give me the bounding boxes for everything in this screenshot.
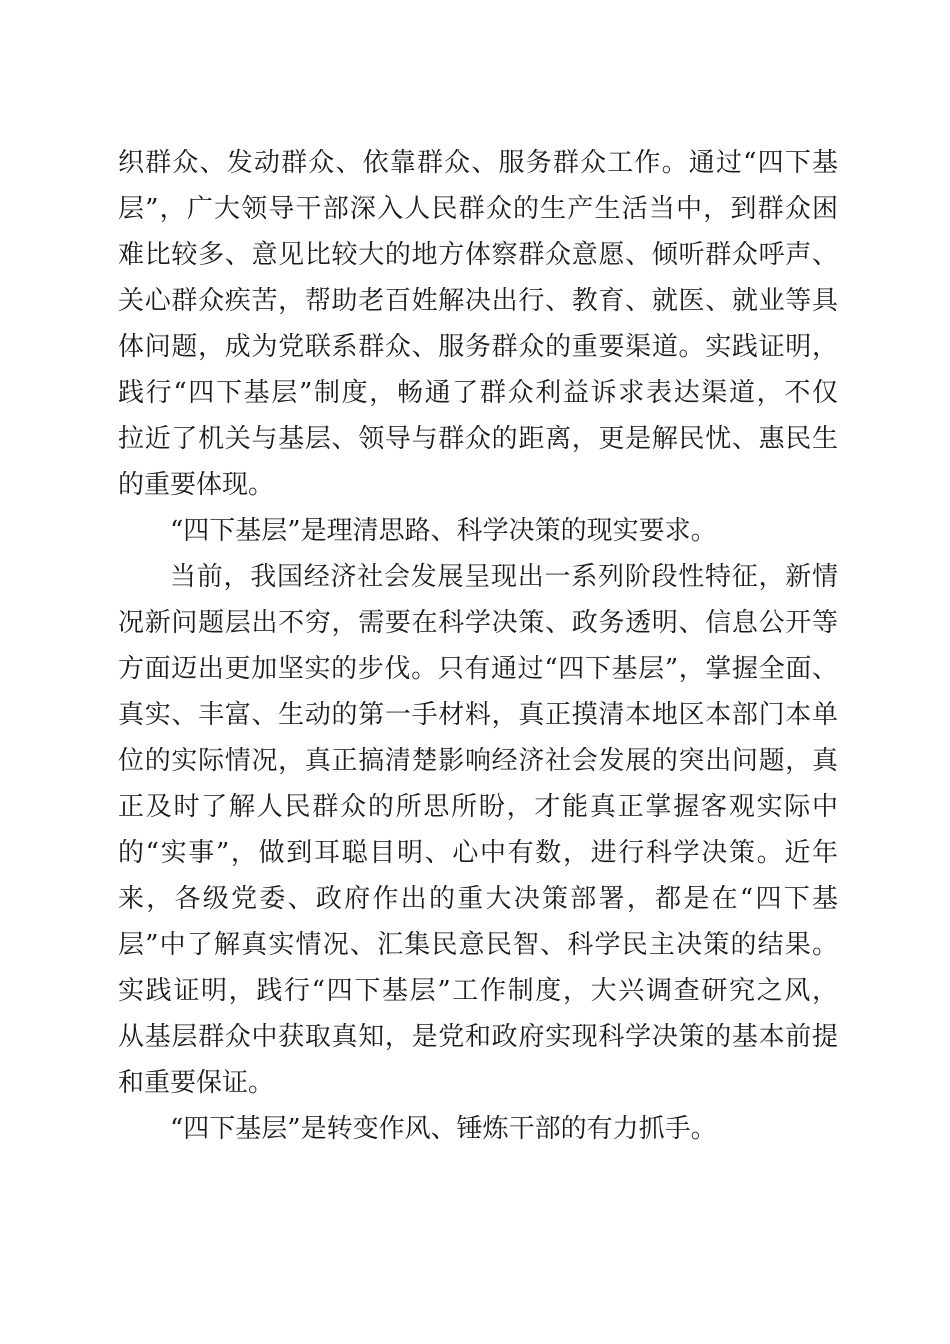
text-line: 实践证明，践行“四下基层”工作制度，大兴调查研究之风，: [118, 976, 838, 1006]
text-line: 织群众、发动群众、依靠群众、服务群众工作。通过“四下基: [118, 148, 838, 178]
text-line: 体问题，成为党联系群众、服务群众的重要渠道。实践证明，: [118, 332, 838, 362]
text-line: 关心群众疾苦，帮助老百姓解决出行、教育、就医、就业等具: [118, 286, 838, 316]
text-line: 的“实事”，做到耳聪目明、心中有数，进行科学决策。近年: [118, 838, 838, 868]
text-line: 层”中了解真实情况、汇集民意民智、科学民主决策的结果。: [118, 930, 838, 960]
text-line: 位的实际情况，真正搞清楚影响经济社会发展的突出问题，真: [118, 746, 838, 776]
text-line: 践行“四下基层”制度，畅通了群众利益诉求表达渠道，不仅: [118, 378, 838, 408]
text-line: 来，各级党委、政府作出的重大决策部署，都是在“四下基: [118, 884, 838, 914]
text-line: 方面迈出更加坚实的步伐。只有通过“四下基层”，掌握全面、: [118, 654, 838, 684]
text-line: 的重要体现。: [118, 470, 275, 500]
text-line: 正及时了解人民群众的所思所盼，才能真正掌握客观实际中: [118, 792, 838, 822]
text-line: 从基层群众中获取真知，是党和政府实现科学决策的基本前提: [118, 1022, 838, 1052]
paragraph-first-line: “四下基层”是理清思路、科学决策的现实要求。: [170, 516, 717, 546]
text-line: 难比较多、意见比较大的地方体察群众意愿、倾听群众呼声、: [118, 240, 838, 270]
document-body: [118, 140, 838, 1152]
paragraph-first-line: 当前，我国经济社会发展呈现出一系列阶段性特征，新情: [170, 562, 838, 592]
text-line: 真实、丰富、生动的第一手材料，真正摸清本地区本部门本单: [118, 700, 838, 730]
text-line: 况新问题层出不穷，需要在科学决策、政务透明、信息公开等: [118, 608, 838, 638]
text-line: 层”，广大领导干部深入人民群众的生产生活当中，到群众困: [118, 194, 838, 224]
text-line: 拉近了机关与基层、领导与群众的距离，更是解民忧、惠民生: [118, 424, 838, 454]
paragraph-first-line: “四下基层”是转变作风、锤炼干部的有力抓手。: [170, 1114, 717, 1144]
text-line: 和重要保证。: [118, 1068, 275, 1098]
